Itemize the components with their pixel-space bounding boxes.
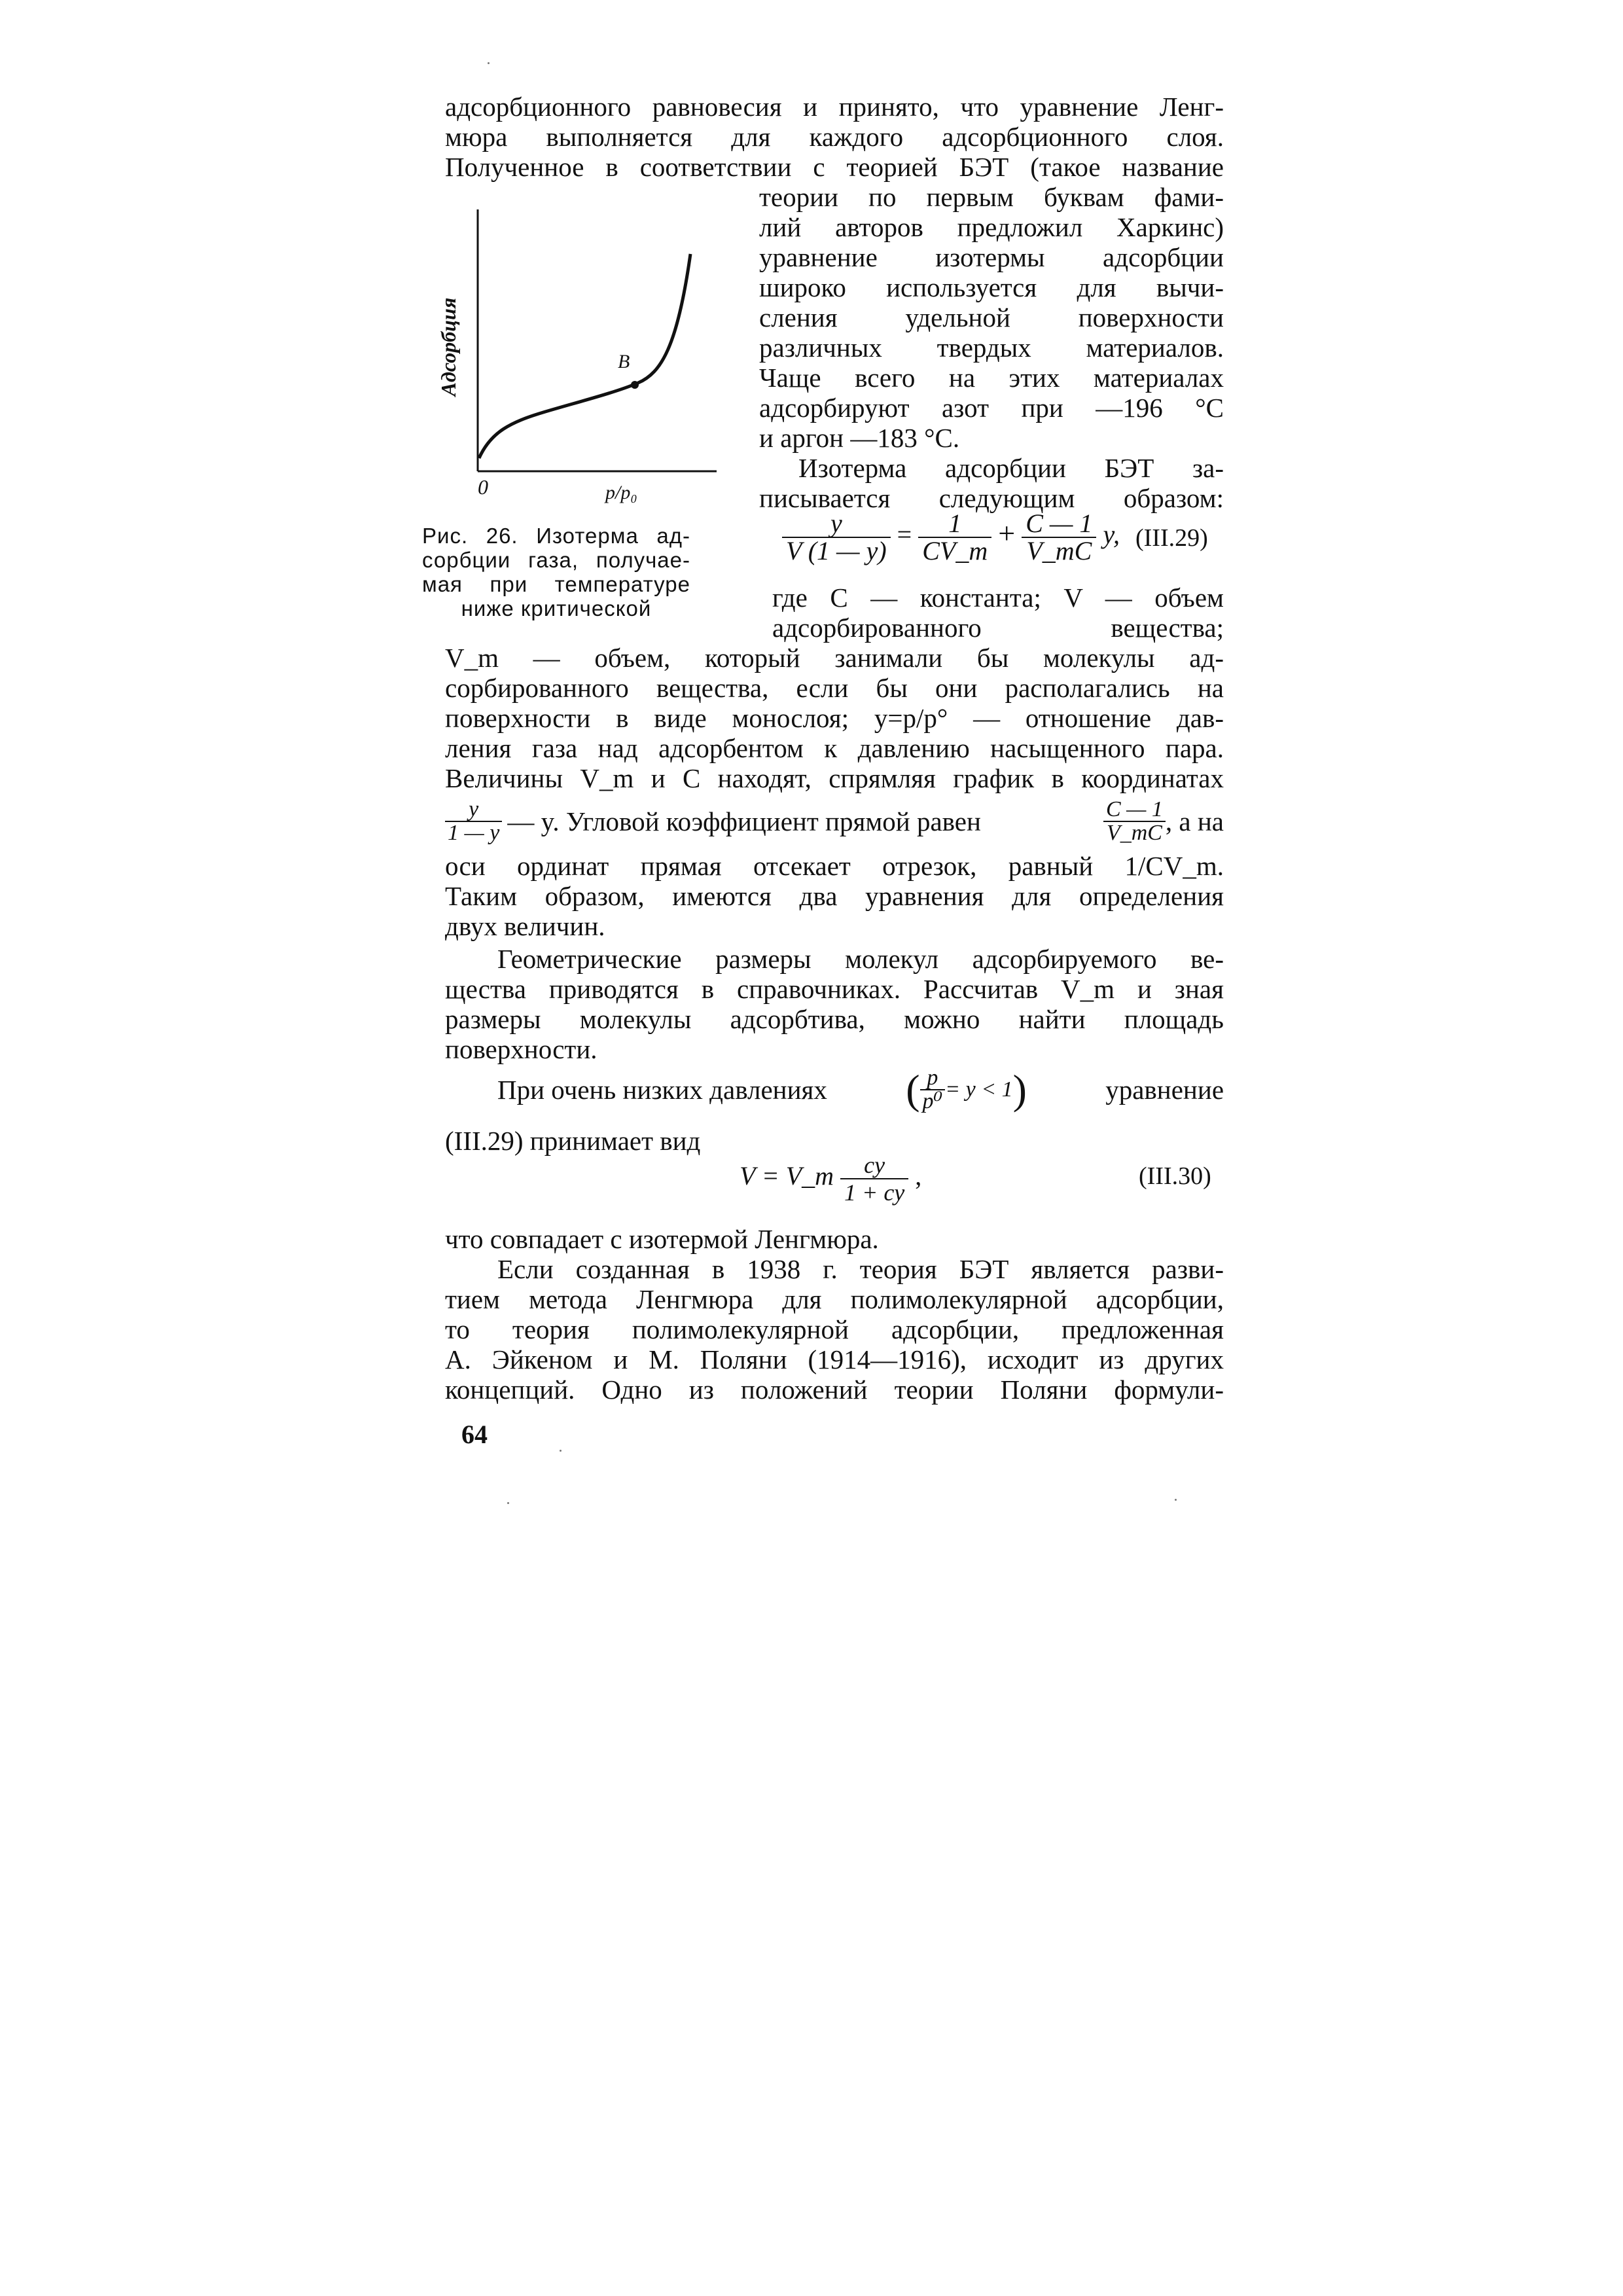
text-line: что совпадает с изотермой Ленгмюра. <box>445 1224 879 1254</box>
origin-label: 0 <box>478 475 488 499</box>
adsorption-isotherm-figure <box>419 196 726 517</box>
text-line: оси ординат прямая отсекает отрезок, равный 1/CV_m. <box>445 851 1224 881</box>
text-line: и аргон —183 °С. <box>759 423 960 453</box>
text-line: адсорбционного равновесия и принято, что уравнение Ленг- <box>445 92 1224 122</box>
text-line: Таким образом, имеются два уравнения для определения <box>445 881 1224 911</box>
equation-number: (III.30) <box>1139 1162 1211 1190</box>
text-line-with-fractions: При очень низких давлениях ( $\frac{p}{\text{p⁰}}$ = y < 1 ) уравнение <box>497 1066 1224 1113</box>
text-line: мюра выполняется для каждого адсорбционного слоя. <box>445 122 1224 152</box>
figure-caption-line: Рис. 26. Изотерма ад- <box>422 524 690 548</box>
fraction: $\frac{C — 1}{V\_mC}$ <box>1022 511 1096 564</box>
page-number: 64 <box>461 1420 488 1449</box>
text-line: писывается следующим образом: <box>759 483 1224 513</box>
text-line: А. Эйкеном и М. Поляни (1914—1916), исходит из других <box>445 1344 1224 1374</box>
text-line: Чаще всего на этих материалах <box>759 363 1224 393</box>
fraction: $\frac{y}{V (1 — y)}$ <box>782 511 891 564</box>
text-line: сления удельной поверхности <box>759 302 1224 332</box>
text-line: поверхности. <box>445 1034 597 1064</box>
fraction: $\frac{cy}{1 + cy}$ <box>840 1152 908 1206</box>
text-line: адсорбированного вещества; <box>772 613 1224 643</box>
text-line: лий авторов предложил Харкинс) <box>759 212 1224 242</box>
text-line: Если созданная в 1938 г. теория БЭТ является разви- <box>497 1254 1224 1284</box>
point-b-label: В <box>618 351 630 372</box>
text-line: различных твердых материалов. <box>759 332 1224 363</box>
text-line: поверхности в виде монослоя; y=p/p° — отношение дав- <box>445 703 1224 733</box>
figure-caption-line: ниже критической <box>461 596 652 620</box>
x-axis-label: p/p₀ <box>605 482 637 503</box>
text-line: ления газа над адсорбентом к давлению насыщенного пара. <box>445 733 1224 763</box>
text-line: теории по первым буквам фами- <box>759 182 1224 212</box>
text-line: Геометрические размеры молекул адсорбируемого ве- <box>497 944 1224 974</box>
isotherm-curve <box>479 254 690 458</box>
text-line: уравнение изотермы адсорбции <box>759 242 1224 272</box>
scan-speck <box>560 1450 562 1452</box>
figure-caption-line: сорбции газа, получае- <box>422 548 690 572</box>
text-line: V_m — объем, который занимали бы молекулы ад- <box>445 643 1224 673</box>
y-axis-label: Адсорбция <box>437 297 460 397</box>
equation-number: (III.29) <box>1135 524 1208 552</box>
text-line: сорбированного вещества, если бы они располагались на <box>445 673 1224 703</box>
fraction: $\frac{C — 1}{V\_mC}$ <box>1103 798 1166 844</box>
text-line: щества приводятся в справочниках. Рассчитав V_m и зная <box>445 974 1224 1004</box>
figure-caption-line: мая при температуре <box>422 572 690 596</box>
point-b-marker <box>631 381 639 389</box>
text-line: (III.29) принимает вид <box>445 1126 701 1156</box>
fraction: $\frac{p}{\text{p⁰}}$ <box>920 1067 946 1113</box>
text-line: широко используется для вычи- <box>759 272 1224 302</box>
text-line: Величины V_m и C находят, спрямляя график в координатах <box>445 763 1224 793</box>
scan-speck <box>507 1502 509 1504</box>
scan-speck <box>1175 1499 1177 1501</box>
text-line-with-fractions: $\frac{y}{1 — y}$ — y. Угловой коэффициент прямой равен $\frac{C — 1}{V\_mC}$ , а на <box>445 792 1224 851</box>
scan-speck <box>488 62 490 64</box>
text-line: двух величин. <box>445 911 605 941</box>
fraction: $\frac{1}{CV\_m}$ <box>918 511 991 564</box>
text-line: адсорбируют азот при —196 °С <box>759 393 1224 423</box>
equation-iii-29: $\frac{y}{V (1 — y)}$ = $\frac{1}{CV\_m}$ + $\frac{C — 1}{V\_mC}$ y, <box>782 511 1120 564</box>
text-line: концепций. Одно из положений теории Поляни формули- <box>445 1374 1224 1405</box>
text-line: тием метода Ленгмюра для полимолекулярной адсорбции, <box>445 1284 1224 1314</box>
equation-iii-30: V = V_m $\frac{cy}{1 + cy}$ , <box>740 1152 922 1206</box>
text-line: Полученное в соответствии с теорией БЭТ (такое название <box>445 152 1224 182</box>
text-line: размеры молекулы адсорбтива, можно найти площадь <box>445 1004 1224 1034</box>
text-line: то теория полимолекулярной адсорбции, предложенная <box>445 1314 1224 1344</box>
text-line: где С — константа; V — объем <box>772 583 1224 613</box>
fraction: $\frac{y}{1 — y}$ <box>445 798 502 844</box>
text-line: Изотерма адсорбции БЭТ за- <box>798 453 1224 483</box>
